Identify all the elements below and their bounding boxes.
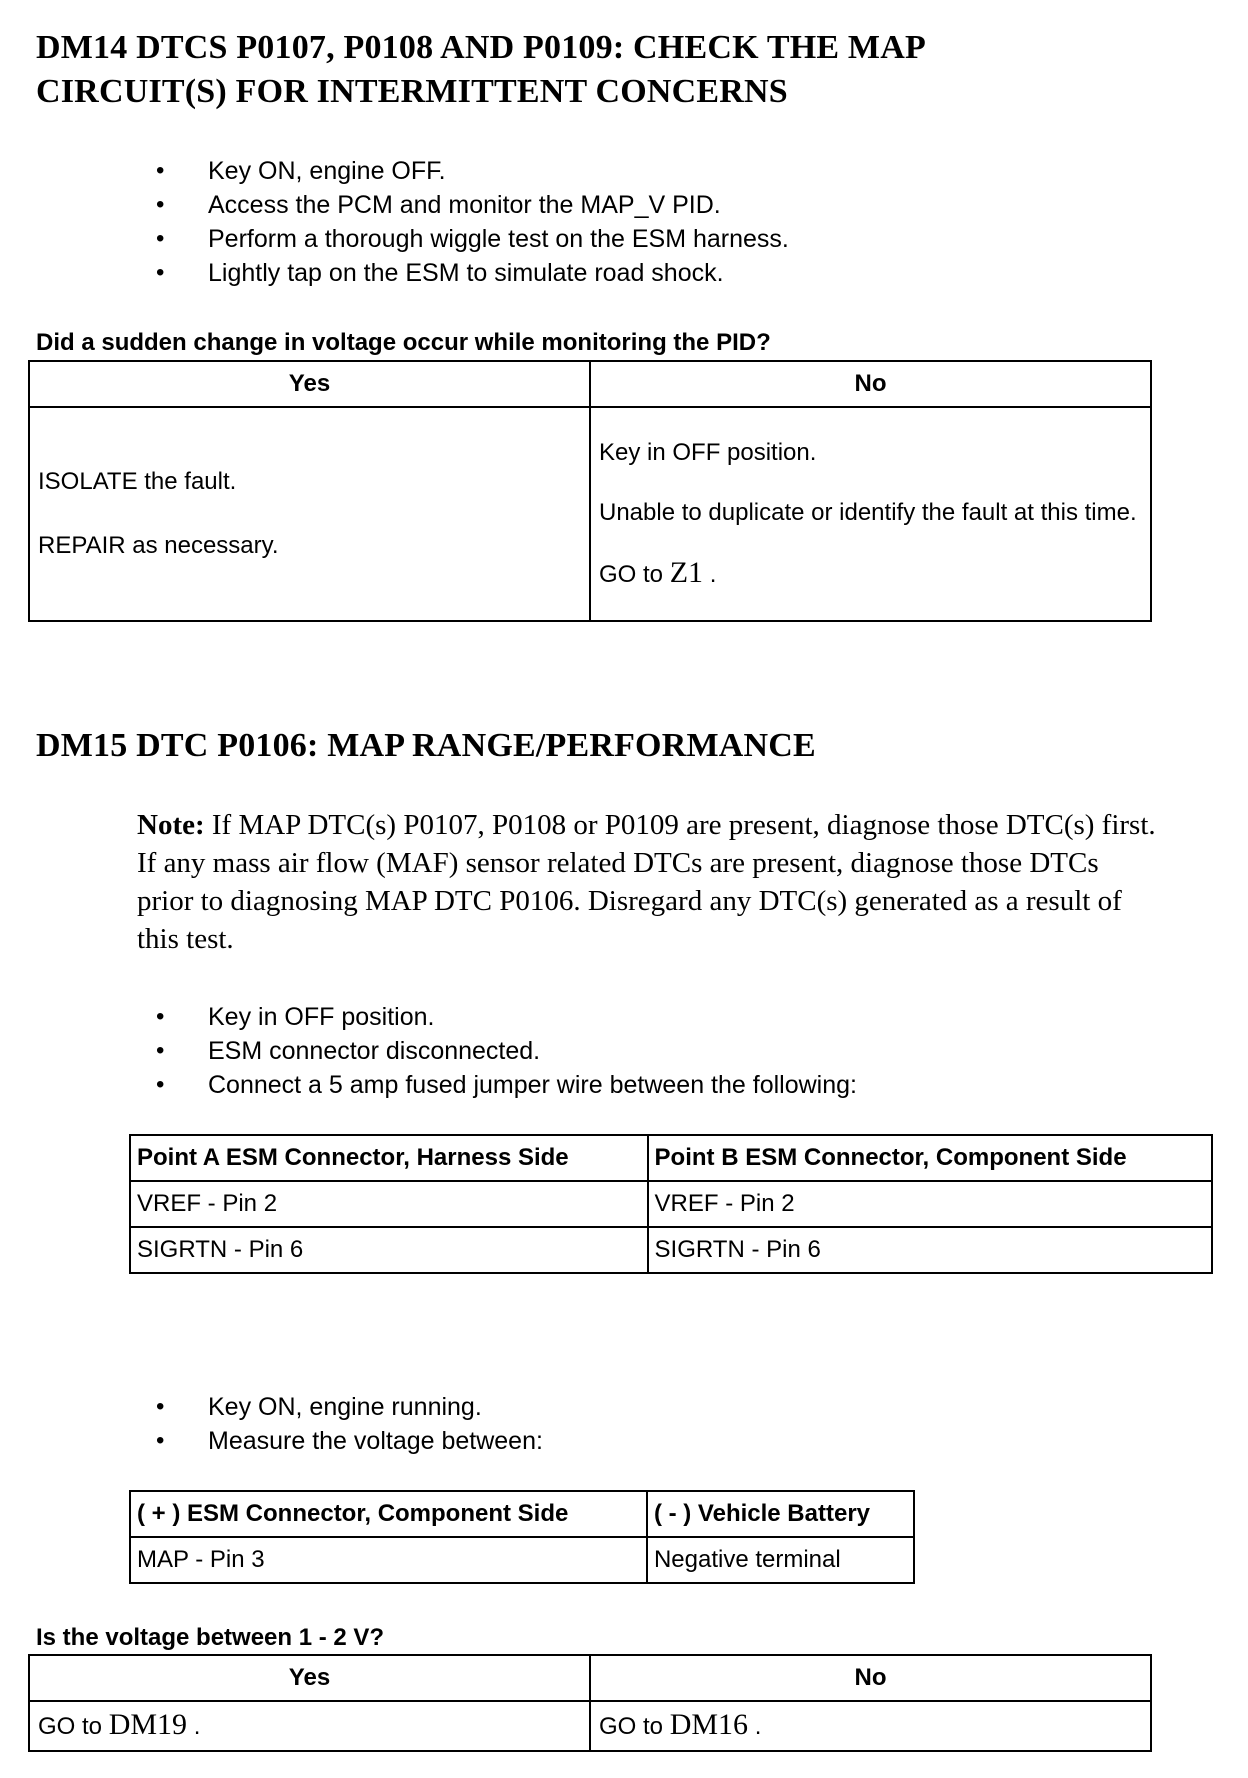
no-line: Key in OFF position. (599, 439, 817, 466)
dm15-step-list-a (156, 1000, 857, 1102)
dm15-note (137, 806, 1157, 958)
dm14-decision-table (28, 360, 1152, 622)
no-goto (599, 558, 1142, 590)
list-item: • Key in OFF position. (156, 1000, 857, 1034)
yes-header: Yes (29, 1655, 590, 1701)
yes-line: REPAIR as necessary. (38, 532, 279, 559)
no-cell (590, 1701, 1151, 1751)
dm14-title-line2: CIRCUIT(S) FOR INTERMITTENT CONCERNS (36, 73, 788, 110)
yes-cell (29, 1701, 590, 1751)
table-cell: VREF - Pin 2 (648, 1181, 1212, 1227)
list-item: • Key ON, engine running. (156, 1390, 543, 1424)
table-row (130, 1227, 1212, 1273)
table-cell: Negative terminal (647, 1537, 914, 1583)
no-line: Unable to duplicate or identify the fault at this time. (599, 499, 1137, 526)
note-label: Note: (137, 809, 205, 841)
list-item: • Lightly tap on the ESM to simulate road shock. (156, 256, 789, 290)
yes-header: Yes (29, 361, 590, 407)
goto-prefix: GO to (599, 1713, 664, 1740)
dm15-decision-table (28, 1654, 1152, 1752)
table-cell: MAP - Pin 3 (130, 1537, 647, 1583)
dm14-question: Did a sudden change in voltage occur while monitoring the PID? (36, 329, 771, 356)
goto-prefix: GO to (599, 561, 664, 588)
note-text: If MAP DTC(s) P0107, P0108 or P0109 are present, diagnose those DTC(s) first. If any mass air flow (MAF) sensor related DTCs are present, diagnose those DTCs prior to diagnosing MAP DTC P0106. Disregard any DTC(s) generated as a result of this test. (137, 809, 1156, 955)
list-item: • ESM connector disconnected. (156, 1034, 857, 1068)
jumper-col-a-header: Point A ESM Connector, Harness Side (130, 1135, 648, 1181)
no-cell (590, 407, 1151, 621)
list-item: • Perform a thorough wiggle test on the ESM harness. (156, 222, 789, 256)
measure-col-a-header: ( + ) ESM Connector, Component Side (130, 1491, 647, 1537)
no-header: No (590, 361, 1151, 407)
dm15-title: DM15 DTC P0106: MAP RANGE/PERFORMANCE (36, 727, 816, 764)
goto-suffix: . (754, 1713, 762, 1740)
jumper-col-b-header: Point B ESM Connector, Component Side (648, 1135, 1212, 1181)
goto-link-z1[interactable]: Z1 (669, 556, 704, 589)
goto-prefix: GO to (38, 1713, 103, 1740)
list-item: • Key ON, engine OFF. (156, 154, 789, 188)
yes-line: ISOLATE the fault. (38, 468, 237, 495)
yes-cell (29, 407, 590, 621)
dm15-step-list-b (156, 1390, 543, 1458)
list-item: • Connect a 5 amp fused jumper wire between the following: (156, 1068, 857, 1102)
table-cell: SIGRTN - Pin 6 (648, 1227, 1212, 1273)
table-cell: SIGRTN - Pin 6 (130, 1227, 648, 1273)
dm14-title-line1: DM14 DTCS P0107, P0108 AND P0109: CHECK THE MAP (36, 29, 926, 66)
table-row (130, 1537, 914, 1583)
list-item: • Measure the voltage between: (156, 1424, 543, 1458)
dm14-step-list (156, 154, 789, 290)
goto-suffix: . (709, 561, 717, 588)
jumper-table (129, 1134, 1213, 1274)
dm15-question: Is the voltage between 1 - 2 V? (36, 1624, 385, 1651)
measure-table (129, 1490, 915, 1584)
table-cell: VREF - Pin 2 (130, 1181, 648, 1227)
dm14-title (36, 26, 926, 114)
goto-link-dm19[interactable]: DM19 (108, 1708, 188, 1741)
list-item: • Access the PCM and monitor the MAP_V PID. (156, 188, 789, 222)
no-header: No (590, 1655, 1151, 1701)
table-row (130, 1181, 1212, 1227)
goto-link-dm16[interactable]: DM16 (669, 1708, 749, 1741)
measure-col-b-header: ( - ) Vehicle Battery (647, 1491, 914, 1537)
goto-suffix: . (193, 1713, 201, 1740)
